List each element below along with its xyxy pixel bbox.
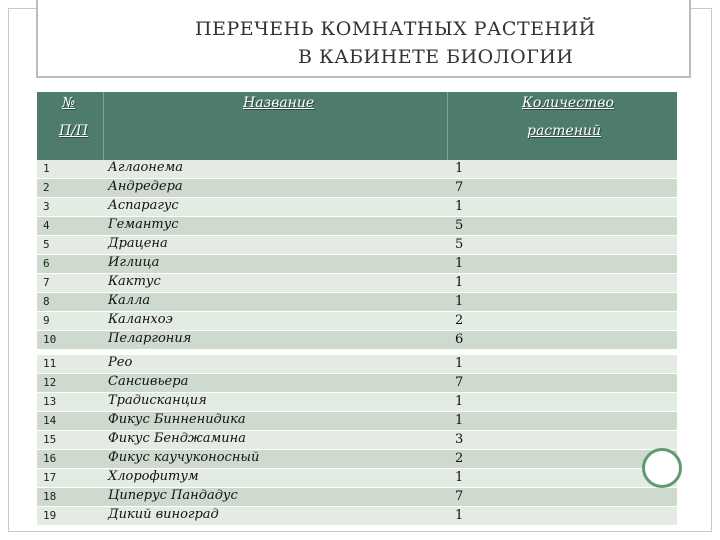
table-row (37, 160, 677, 179)
plant-name: Иглица (108, 255, 160, 270)
table-row (37, 393, 677, 412)
header-number: № (62, 95, 76, 111)
plant-quantity: 1 (455, 161, 464, 176)
plant-quantity: 1 (455, 275, 464, 290)
plant-name: Гемантус (108, 217, 179, 232)
row-number: 3 (43, 200, 50, 213)
plant-quantity: 1 (455, 294, 464, 309)
table-row (37, 274, 677, 293)
plant-quantity: 7 (455, 375, 464, 390)
table-row (37, 331, 677, 350)
plant-name: Кактус (108, 274, 161, 289)
plant-name: Пеларгония (108, 331, 192, 346)
table-header (37, 92, 677, 160)
header-name: Название (243, 95, 315, 111)
table-row (37, 469, 677, 488)
plant-name: Калла (108, 293, 151, 308)
decorative-circle-icon (642, 448, 682, 488)
row-number: 18 (43, 490, 57, 503)
plant-quantity: 1 (455, 470, 464, 485)
row-number: 9 (43, 314, 50, 327)
plant-name: Рео (108, 355, 133, 370)
row-number: 4 (43, 219, 50, 232)
row-number: 5 (43, 238, 50, 251)
table-body (37, 160, 677, 526)
plant-quantity: 1 (455, 199, 464, 214)
plant-quantity: 1 (455, 356, 464, 371)
table-row (37, 488, 677, 507)
header-number-sub: П/П (59, 123, 89, 139)
row-number: 2 (43, 181, 50, 194)
plant-quantity: 2 (455, 451, 464, 466)
plant-name: Драцена (108, 236, 168, 251)
row-number: 15 (43, 433, 57, 446)
row-number: 6 (43, 257, 50, 270)
plant-quantity: 2 (455, 313, 464, 328)
plant-quantity: 1 (455, 508, 464, 523)
table-row (37, 198, 677, 217)
column-divider (103, 92, 104, 160)
plant-quantity: 5 (455, 237, 464, 252)
plant-name: Циперус Пандадус (108, 488, 238, 503)
plant-name: Фикус каучуконосный (108, 450, 260, 465)
plant-name: Аглаонема (108, 160, 184, 175)
row-number: 10 (43, 333, 57, 346)
plant-quantity: 1 (455, 256, 464, 271)
table-row (37, 507, 677, 526)
row-number: 7 (43, 276, 50, 289)
row-number: 8 (43, 295, 50, 308)
plant-quantity: 7 (455, 180, 464, 195)
row-number: 17 (43, 471, 57, 484)
plant-quantity: 5 (455, 218, 464, 233)
plant-name: Аспарагус (108, 198, 179, 213)
plant-quantity: 3 (455, 432, 464, 447)
table-row (37, 450, 677, 469)
table-row (37, 355, 677, 374)
row-number: 13 (43, 395, 57, 408)
plant-quantity: 1 (455, 413, 464, 428)
row-number: 12 (43, 376, 57, 389)
table-row (37, 179, 677, 198)
header-quantity: Количество (522, 95, 614, 111)
plant-name: Хлорофитум (108, 469, 199, 484)
plant-name: Фикус Бинненидика (108, 412, 246, 427)
table-row (37, 217, 677, 236)
plant-quantity: 6 (455, 332, 464, 347)
table-row (37, 431, 677, 450)
plant-name: Каланхоэ (108, 312, 173, 327)
row-number: 1 (43, 162, 50, 175)
table-row (37, 255, 677, 274)
plant-quantity: 7 (455, 489, 464, 504)
plant-name: Дикий виноград (108, 507, 219, 522)
table-row (37, 412, 677, 431)
row-number: 16 (43, 452, 57, 465)
plant-name: Сансивьера (108, 374, 189, 389)
table-row (37, 374, 677, 393)
page-title-line2: В КАБИНЕТЕ БИОЛОГИИ (298, 46, 574, 68)
row-number: 19 (43, 509, 57, 522)
page-title-line1: ПЕРЕЧЕНЬ КОМНАТНЫХ РАСТЕНИЙ (195, 18, 596, 40)
plants-table (37, 92, 677, 526)
plant-name: Фикус Бенджамина (108, 431, 246, 446)
table-row (37, 312, 677, 331)
plant-name: Традисканция (108, 393, 207, 408)
column-divider (447, 92, 448, 160)
row-number: 11 (43, 357, 57, 370)
plant-quantity: 1 (455, 394, 464, 409)
table-row (37, 236, 677, 255)
table-row (37, 293, 677, 312)
header-quantity-sub: растений (527, 123, 601, 139)
title-box (36, 0, 691, 78)
plant-name: Андредера (108, 179, 183, 194)
row-number: 14 (43, 414, 57, 427)
